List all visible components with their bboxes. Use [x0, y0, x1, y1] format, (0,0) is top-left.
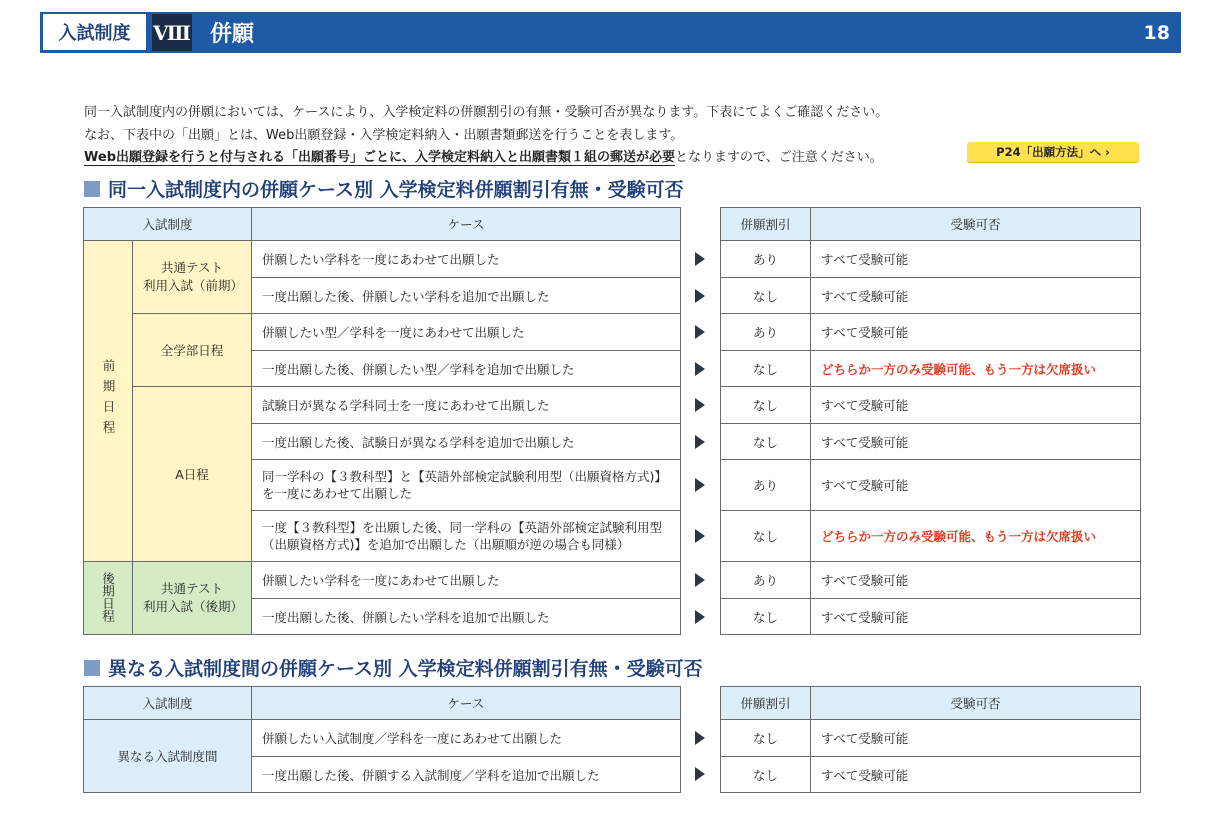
- group-early: [84, 241, 133, 562]
- arrow-right-icon: [695, 289, 705, 303]
- discount-cell: あり: [721, 241, 811, 278]
- discount-cell: なし: [721, 387, 811, 424]
- header-case: ケース: [252, 687, 681, 720]
- section1-case-table: [83, 207, 681, 635]
- case-cell: 一度出願した後、併願する入試制度／学科を追加で出願した: [252, 757, 681, 793]
- discount-cell: なし: [721, 757, 811, 793]
- case-cell: 併願したい学科を一度にあわせて出願した: [252, 241, 681, 278]
- page-number: 18: [1143, 21, 1170, 44]
- arrow-right-icon: [695, 573, 705, 587]
- arrow-right-icon: [695, 435, 705, 449]
- arrow-right-icon: [695, 325, 705, 339]
- arrow-right-icon: [695, 529, 705, 543]
- case-cell: 一度出願した後、併願したい学科を追加で出願した: [252, 599, 681, 635]
- group-late: [84, 562, 133, 635]
- header-system: 入試制度: [84, 687, 252, 720]
- result-cell: すべて受験可能: [811, 562, 1141, 599]
- reference-link-button[interactable]: [967, 142, 1139, 162]
- header-discount: 併願割引: [721, 687, 811, 720]
- section1-result-table: [720, 207, 1141, 635]
- arrow-right-icon: [695, 610, 705, 624]
- case-cell: 一度出願した後、併願したい型／学科を追加で出願した: [252, 351, 681, 387]
- chapter-numeral: Ⅷ: [152, 14, 192, 51]
- section1-title: 同一入試制度内の併願ケース別 入学検定料併願割引有無・受験可否: [108, 179, 684, 201]
- chevron-right-icon: ›: [1105, 145, 1110, 159]
- system-a: A日程: [133, 387, 252, 562]
- header-eligibility: 受験可否: [811, 208, 1141, 241]
- header-eligibility: 受験可否: [811, 687, 1141, 720]
- discount-cell: なし: [721, 351, 811, 387]
- arrow-right-icon: [695, 478, 705, 492]
- section2-case-table: [83, 686, 681, 793]
- intro-emphasis: Web出願登録を行うと付与される「出願番号」ごとに、入学検定料納入と出願書類１組の郵送が必要: [84, 150, 675, 165]
- case-cell: 同一学科の【３教科型】と【英語外部検定試験利用型（出願資格方式)】を一度にあわせて出願した: [252, 460, 681, 511]
- result-cell-warning: どちらか一方のみ受験可能、もう一方は欠席扱い: [811, 511, 1141, 562]
- system-zengakubu: 全学部日程: [133, 314, 252, 387]
- system-different: 異なる入試制度間: [84, 720, 252, 793]
- case-cell: 併願したい入試制度／学科を一度にあわせて出願した: [252, 720, 681, 757]
- intro-line-3: [84, 146, 883, 165]
- result-cell: すべて受験可能: [811, 460, 1141, 511]
- reference-link-label: P24「出願方法」へ: [996, 145, 1102, 159]
- header-system: 入試制度: [84, 208, 252, 241]
- discount-cell: なし: [721, 424, 811, 460]
- result-cell: すべて受験可能: [811, 241, 1141, 278]
- header-case: ケース: [252, 208, 681, 241]
- arrow-right-icon: [695, 252, 705, 266]
- case-cell: 併願したい学科を一度にあわせて出願した: [252, 562, 681, 599]
- section2-heading: [84, 654, 703, 681]
- arrow-right-icon: [695, 398, 705, 412]
- case-cell: 一度出願した後、試験日が異なる学科を追加で出願した: [252, 424, 681, 460]
- system-kyotsu-late: 共通テスト 利用入試（後期）: [133, 562, 252, 635]
- result-cell: すべて受験可能: [811, 599, 1141, 635]
- arrow-right-icon: [695, 731, 705, 745]
- result-cell: すべて受験可能: [811, 387, 1141, 424]
- intro-line-3-rest: となりますので、ご注意ください。: [675, 150, 883, 165]
- section2-result-table: [720, 686, 1141, 793]
- square-bullet-icon: [84, 181, 100, 197]
- category-label: 入試制度: [41, 12, 148, 52]
- result-cell: すべて受験可能: [811, 278, 1141, 314]
- result-cell: すべて受験可能: [811, 424, 1141, 460]
- system-kyotsu-early: 共通テスト 利用入試（前期）: [133, 241, 252, 314]
- discount-cell: なし: [721, 720, 811, 757]
- discount-cell: あり: [721, 314, 811, 351]
- arrow-right-icon: [695, 362, 705, 376]
- discount-cell: なし: [721, 599, 811, 635]
- section2-title: 異なる入試制度間の併願ケース別 入学検定料併願割引有無・受験可否: [108, 658, 703, 680]
- result-cell-warning: どちらか一方のみ受験可能、もう一方は欠席扱い: [811, 351, 1141, 387]
- discount-cell: あり: [721, 460, 811, 511]
- case-cell: 一度【３教科型】を出願した後、同一学科の【英語外部検定試験利用型（出願資格方式)】を追加で出願した（出願順が逆の場合も同様）: [252, 511, 681, 562]
- case-cell: 併願したい型／学科を一度にあわせて出願した: [252, 314, 681, 351]
- header-discount: 併願割引: [721, 208, 811, 241]
- case-cell: 試験日が異なる学科同士を一度にあわせて出願した: [252, 387, 681, 424]
- result-cell: すべて受験可能: [811, 314, 1141, 351]
- group-early-label: 前期日程: [101, 358, 116, 441]
- intro-line-1: 同一入試制度内の併願においては、ケースにより、入学検定料の併願割引の有無・受験可否が異なります。下表にてよくご確認ください。: [84, 105, 889, 120]
- discount-cell: なし: [721, 511, 811, 562]
- intro-line-2: なお、下表中の「出願」とは、Web出願登録・入学検定料納入・出願書類郵送を行うことを表します。: [84, 128, 684, 143]
- section1-heading: [84, 175, 684, 202]
- square-bullet-icon: [84, 660, 100, 676]
- result-cell: すべて受験可能: [811, 757, 1141, 793]
- discount-cell: あり: [721, 562, 811, 599]
- case-cell: 一度出願した後、併願したい学科を追加で出願した: [252, 278, 681, 314]
- group-late-label: 後期日程: [100, 571, 116, 622]
- discount-cell: なし: [721, 278, 811, 314]
- arrow-right-icon: [695, 767, 705, 781]
- page-title: 併願: [210, 22, 255, 47]
- result-cell: すべて受験可能: [811, 720, 1141, 757]
